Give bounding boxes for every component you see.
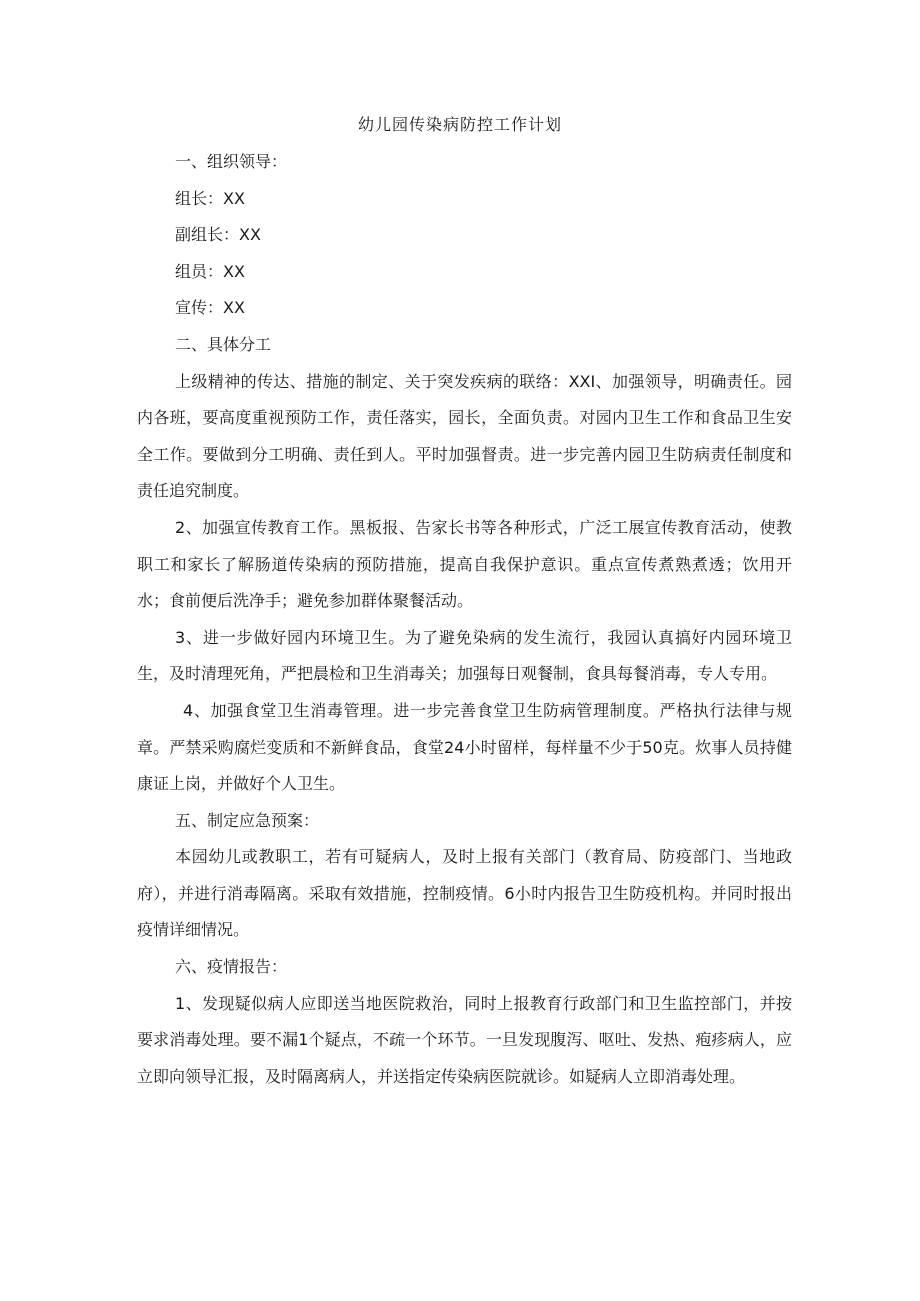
section-heading-division: 二、具体分工: [175, 334, 272, 354]
deputy-leader-line: 副组长：XX: [175, 225, 261, 245]
publicity-line: 宣传：XX: [175, 298, 245, 318]
member-line: 组员：XX: [175, 261, 245, 281]
paragraph-canteen-hygiene: 4、加强食堂卫生消毒管理。进一步完善食堂卫生防病管理制度。严格执行法律与规章。严禁采购腐烂变质和不新鲜食品，食堂24小时留样，每样量不少于50克。炊事人员持健康证上岗，并做好个人卫生。: [137, 700, 792, 794]
paragraph-emergency-plan: 本园幼儿或教职工，若有可疑病人，及时上报有关部门（教育局、防疫部门、当地政府），并进行消毒隔离。采取有效措施，控制疫情。6小时内报告卫生防疫机构。并同时报出疫情详细情况。: [137, 847, 792, 940]
leader-line: 组长：XX: [175, 188, 245, 208]
paragraph-epidemic-report: 1、发现疑似病人应即送当地医院救治，同时上报教育行政部门和卫生监控部门，并按要求消毒处理。要不漏1个疑点，不疏一个环节。一旦发现腹泻、呕吐、发热、疱疹病人，应立即向领导汇报，及时隔离病人，并送指定传染病医院就诊。如疑病人立即消毒处理。: [137, 993, 792, 1086]
section-heading-epidemic-report: 六、疫情报告：: [175, 957, 288, 977]
document-title: 幼儿园传染病防控工作计划: [357, 115, 562, 134]
paragraph-environment-hygiene: 3、进一步做好园内环境卫生。为了避免染病的发生流行，我园认真搞好内园环境卫生，及时清理死角，严把晨检和卫生消毒关；加强每日观餐制，食具每餐消毒，专人专用。: [137, 627, 792, 684]
document-body: [137, 144, 792, 1095]
section-heading-organization: 一、组织领导：: [175, 152, 288, 171]
paragraph-publicity-education: 2、加强宣传教育工作。黑板报、告家长书等各种形式，广泛工展宣传教育活动，使教职工和家长了解肠道传染病的预防措施，提高自我保护意识。重点宣传煮熟煮透；饮用开水；食前便后洗净手；避免参加群体聚餐活动。: [137, 517, 792, 611]
paragraph-leadership: 上级精神的传达、措施的制定、关于突发疾病的联络：XXI、加强领导，明确责任。园内各班，要高度重视预防工作，责任落实，园长，全面负责。对园内卫生工作和食品卫生安全工作。要做到分工明确、责任到人。平时加强督责。进一步完善内园卫生防病责任制度和责任追究制度。: [137, 371, 792, 501]
section-heading-emergency-plan: 五、制定应急预案：: [175, 810, 320, 830]
